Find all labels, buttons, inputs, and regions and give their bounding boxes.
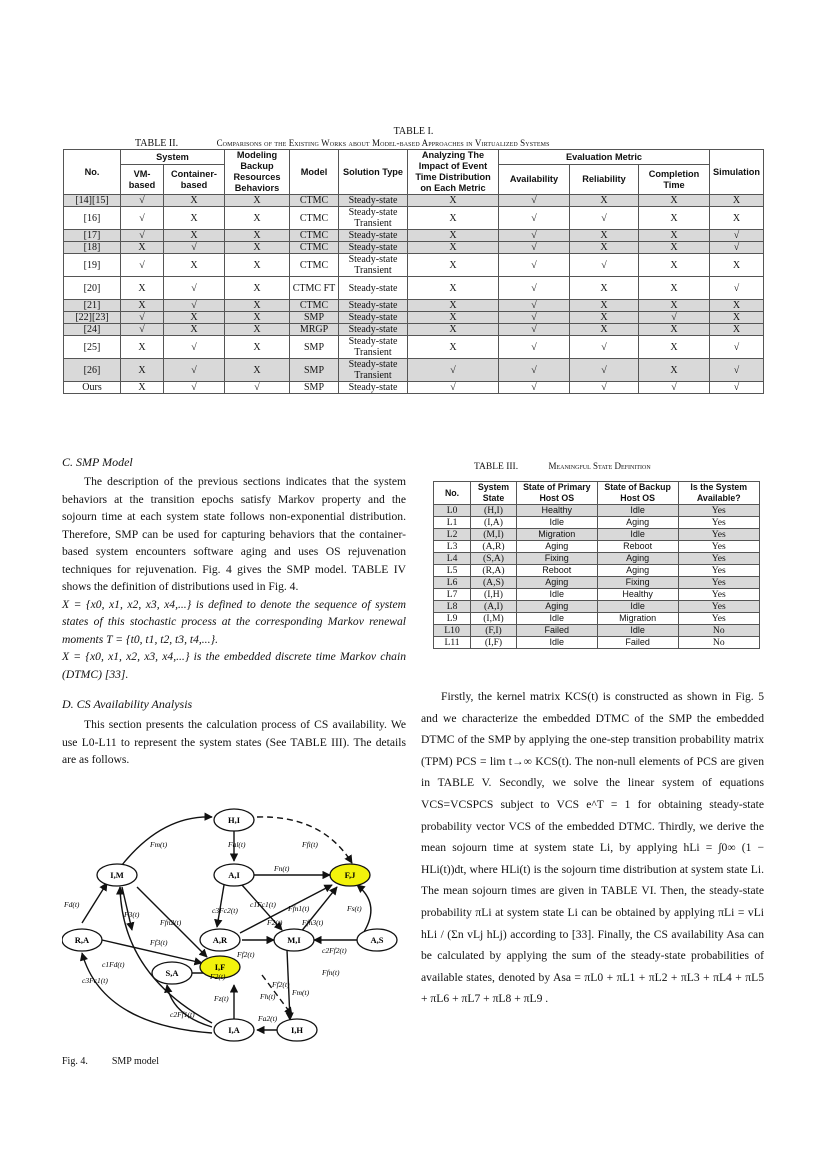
table-cell: X	[164, 230, 225, 242]
right-body	[421, 686, 764, 1010]
table-cell: √	[499, 336, 570, 359]
table-cell: √	[225, 382, 290, 394]
table-cell: Failed	[597, 637, 678, 649]
node-label: F,J	[344, 870, 356, 880]
edge-label: Fal(t)	[228, 840, 246, 849]
table-cell: L6	[434, 577, 471, 589]
col-availability: Availability	[499, 165, 570, 195]
table-cell: [24]	[64, 324, 121, 336]
table-cell: Idle	[597, 601, 678, 613]
table-cell: (M,I)	[471, 529, 517, 541]
table-cell: X	[570, 300, 639, 312]
node-label: I,H	[290, 1025, 304, 1035]
table-cell: Failed	[516, 625, 597, 637]
table-cell: X	[164, 195, 225, 207]
table-cell: √	[639, 312, 710, 324]
section-c-p3: X = {x0, x1, x2, x3, x4,...} is the embedded discrete time Markov chain (DTMC) [33].	[62, 650, 406, 681]
table-cell: CTMC	[290, 207, 339, 230]
table-cell: √	[164, 359, 225, 382]
table3-label: TABLE III.	[474, 462, 519, 472]
table-cell: No	[678, 637, 759, 649]
table-cell: L9	[434, 613, 471, 625]
table-cell: Steady-state Transient	[339, 359, 408, 382]
table-cell: Yes	[678, 601, 759, 613]
table-cell: Steady-state	[339, 230, 408, 242]
table-cell: X	[164, 254, 225, 277]
node-label: I,A	[228, 1025, 240, 1035]
table-row	[434, 517, 760, 529]
table3-title: Meaningful State Definition	[548, 461, 651, 471]
table-cell: (I,M)	[471, 613, 517, 625]
edge-label: c3Fc2(t)	[212, 906, 238, 915]
edge-label: F2(t)	[210, 972, 226, 981]
table-cell: X	[225, 195, 290, 207]
table-cell: CTMC	[290, 254, 339, 277]
table-cell: √	[570, 336, 639, 359]
table-cell: √	[499, 242, 570, 254]
table3-caption	[474, 461, 651, 472]
table-cell: Aging	[516, 541, 597, 553]
table-cell: √	[408, 359, 499, 382]
table-row	[64, 382, 764, 394]
table-cell: √	[121, 254, 164, 277]
table-cell: √	[639, 382, 710, 394]
table-cell: X	[570, 324, 639, 336]
figure-caption	[62, 1056, 159, 1067]
table-cell: CTMC	[290, 300, 339, 312]
table-cell: √	[121, 312, 164, 324]
table-cell: (S,A)	[471, 553, 517, 565]
table-cell: √	[121, 195, 164, 207]
table-cell: L0	[434, 505, 471, 517]
edge-label: c2Ff1(t)	[170, 1010, 195, 1019]
table-cell: Migration	[597, 613, 678, 625]
node-label: I,M	[110, 870, 124, 880]
table-row	[64, 359, 764, 382]
table-cell: No	[678, 625, 759, 637]
table-cell: X	[710, 207, 764, 230]
node-label: A,S	[370, 935, 384, 945]
table-cell: L3	[434, 541, 471, 553]
table-cell: Aging	[516, 601, 597, 613]
table-cell: X	[408, 254, 499, 277]
table-cell: Fixing	[516, 553, 597, 565]
table-cell: X	[121, 359, 164, 382]
right-p1: Firstly, the kernel matrix KCS(t) is constructed as shown in Fig. 5 and we characterize the embedded DTMC of the SMP the embedded DTMC of the SMP by applying the one-step transition probability matrix (TPM) PCS = lim t→∞ KCS(t). The non-null elements of PCS are given in TABLE V. Secondly, we solve the linear system of equations VCS=VCSPCS subject to VCS e^T = 1 for obtaining steady-state probability vector VCS of the embedded DTMC. Thirdly, we derive the mean sojourn time at system state Li, by applying hLi = ∫0∞ (1 − HLi(t))dt, where HLi(t) is the sojourn time distribution at system state Li. The mean sojourn times are given in TABLE VI. Then, the steady-state probability πLi at system state Li can be obtained by applying πLi = vLi hLi / (Σn vLj hLj) according to [33]. Finally, the CS availability Asa can be calculated by applying the sum of the steady-state probabilities of available states, denoted by Asa = πL0 + πL1 + πL2 + πL3 + πL4 + πL5 + πL6 + πL7 + πL8 + πL9 .	[421, 690, 764, 1006]
col-analyzing: Analyzing The Impact of Event Time Distribution on Each Metric	[408, 150, 499, 195]
table-cell: L5	[434, 565, 471, 577]
table-cell: X	[225, 336, 290, 359]
table-cell: (R,A)	[471, 565, 517, 577]
table-cell: (A,R)	[471, 541, 517, 553]
table-cell: X	[710, 312, 764, 324]
table-cell: Yes	[678, 565, 759, 577]
table-cell: X	[225, 359, 290, 382]
table-cell: CTMC	[290, 195, 339, 207]
table-cell: X	[710, 300, 764, 312]
table3-header: System State	[471, 482, 517, 505]
table-cell: X	[570, 312, 639, 324]
table-row	[64, 277, 764, 300]
edge-label: Ffi(t)	[302, 840, 318, 849]
edge-label: Ffn1(t)	[288, 904, 310, 913]
table-cell: X	[225, 254, 290, 277]
edge-ia-sa	[167, 985, 212, 1027]
table-cell: X	[408, 312, 499, 324]
table-cell: Steady-state	[339, 242, 408, 254]
table-cell: X	[408, 324, 499, 336]
table2-title: Comparisons of the Existing Works about Model-based Approaches in Virtualized Systems	[216, 138, 550, 148]
section-c-heading: C. SMP Model	[62, 455, 133, 469]
table-cell: Steady-state Transient	[339, 254, 408, 277]
section-c-p2: X = {x0, x1, x2, x3, x4,...} is defined to denote the sequence of system states of this stochastic process at the corresponding Markov renewal moments T = {t0, t1, t2, t3, t4,...}.	[62, 597, 406, 646]
edge-label: Ff2(t)	[272, 980, 290, 989]
table-cell: Reboot	[516, 565, 597, 577]
table-cell: Yes	[678, 541, 759, 553]
table-cell: X	[121, 382, 164, 394]
table-cell: SMP	[290, 382, 339, 394]
table-cell: √	[499, 324, 570, 336]
table-row	[434, 553, 760, 565]
node-label: A,R	[212, 935, 228, 945]
table-cell: SMP	[290, 336, 339, 359]
table-cell: [22][23]	[64, 312, 121, 324]
edge-label: Fs(t)	[347, 904, 362, 913]
table-cell: (H,I)	[471, 505, 517, 517]
edge-label: c1Fc1(t)	[250, 900, 276, 909]
table1-caption: TABLE I.	[393, 126, 434, 137]
table-cell: [17]	[64, 230, 121, 242]
node-label: M,I	[287, 935, 301, 945]
table-cell: √	[499, 312, 570, 324]
node-label: I,F	[214, 962, 226, 972]
table-cell: MRGP	[290, 324, 339, 336]
table-cell: √	[570, 382, 639, 394]
table-cell: X	[570, 195, 639, 207]
table-row	[64, 254, 764, 277]
table-cell: √	[710, 230, 764, 242]
table-cell: L2	[434, 529, 471, 541]
table-row	[64, 207, 764, 230]
table-cell: [19]	[64, 254, 121, 277]
table-cell: Aging	[516, 577, 597, 589]
edge-label: Ffn(t)	[322, 968, 340, 977]
table-cell: X	[710, 195, 764, 207]
table-row	[434, 577, 760, 589]
table-cell: Aging	[597, 553, 678, 565]
table-row	[64, 336, 764, 359]
table-row	[434, 637, 760, 649]
col-completion: Completion Time	[639, 165, 710, 195]
section-d-body	[62, 716, 406, 769]
col-system: System	[121, 150, 225, 165]
edge-label: Ffn3(t)	[302, 918, 324, 927]
table-cell: √	[570, 207, 639, 230]
table-row	[64, 242, 764, 254]
table-cell: √	[499, 230, 570, 242]
table-cell: Idle	[597, 505, 678, 517]
table-row	[64, 324, 764, 336]
table-cell: Idle	[597, 529, 678, 541]
section-c-body	[62, 473, 406, 683]
table-cell: X	[408, 230, 499, 242]
table-cell: X	[164, 324, 225, 336]
col-solution: Solution Type	[339, 150, 408, 195]
figure-caption-text: SMP model	[111, 1056, 159, 1067]
table-row	[64, 195, 764, 207]
table-cell: X	[639, 195, 710, 207]
table-cell: √	[710, 277, 764, 300]
table-row	[434, 541, 760, 553]
node-label: R,A	[74, 935, 90, 945]
col-vm: VM-based	[121, 165, 164, 195]
table-cell: Healthy	[516, 505, 597, 517]
table-cell: Yes	[678, 517, 759, 529]
edge-ra-im	[82, 883, 107, 923]
table-cell: √	[570, 359, 639, 382]
table-cell: Steady-state Transient	[339, 207, 408, 230]
table-cell: Healthy	[597, 589, 678, 601]
table2-label: TABLE II.	[135, 138, 179, 149]
table-cell: [20]	[64, 277, 121, 300]
table-cell: Yes	[678, 589, 759, 601]
table-cell: X	[408, 207, 499, 230]
table-cell: Steady-state Transient	[339, 336, 408, 359]
table-cell: L7	[434, 589, 471, 601]
table-cell: √	[164, 382, 225, 394]
node-label: S,A	[165, 968, 179, 978]
table-row	[64, 300, 764, 312]
table-cell: √	[499, 359, 570, 382]
table-cell: Yes	[678, 529, 759, 541]
table-cell: X	[225, 207, 290, 230]
table-cell: X	[570, 242, 639, 254]
table-cell: X	[639, 207, 710, 230]
table3-header: No.	[434, 482, 471, 505]
figure-caption-label: Fig. 4.	[62, 1056, 88, 1067]
edge-label: c1Fd(t)	[102, 960, 125, 969]
table-cell: X	[408, 300, 499, 312]
table-row	[434, 613, 760, 625]
table-cell: X	[639, 300, 710, 312]
edge-label: Fa2(t)	[258, 1014, 278, 1023]
table-cell: √	[499, 254, 570, 277]
table-cell: L10	[434, 625, 471, 637]
table-cell: X	[639, 254, 710, 277]
table-cell: [18]	[64, 242, 121, 254]
table-cell: X	[225, 312, 290, 324]
table-cell: (I,A)	[471, 517, 517, 529]
table-cell: Steady-state	[339, 324, 408, 336]
table-cell: X	[639, 277, 710, 300]
table-row	[434, 601, 760, 613]
table-cell: Idle	[516, 613, 597, 625]
table-cell: L11	[434, 637, 471, 649]
table-cell: Fixing	[597, 577, 678, 589]
table-cell: [16]	[64, 207, 121, 230]
table-cell: √	[164, 336, 225, 359]
node-label: A,I	[228, 870, 240, 880]
col-no: No.	[64, 150, 121, 195]
table-cell: X	[225, 300, 290, 312]
table3-header: State of Primary Host OS	[516, 482, 597, 505]
table-cell: √	[408, 382, 499, 394]
table-cell: X	[225, 230, 290, 242]
table-cell: X	[408, 242, 499, 254]
table-cell: CTMC	[290, 230, 339, 242]
table-cell: X	[408, 336, 499, 359]
table-cell: Steady-state	[339, 300, 408, 312]
col-container: Container-based	[164, 165, 225, 195]
table-cell: X	[639, 324, 710, 336]
table-cell: Aging	[597, 517, 678, 529]
table-cell: Steady-state	[339, 382, 408, 394]
table-cell: X	[121, 300, 164, 312]
table-cell: Idle	[516, 517, 597, 529]
edge-label: Fm(t)	[150, 840, 168, 849]
table-cell: SMP	[290, 359, 339, 382]
table-cell: Yes	[678, 505, 759, 517]
edge-label: Fm(t)	[292, 988, 310, 997]
edge-label: Ffn2(t)	[160, 918, 182, 927]
table-cell: X	[639, 230, 710, 242]
table-cell: Steady-state	[339, 195, 408, 207]
table-cell: √	[570, 254, 639, 277]
table-cell: √	[499, 382, 570, 394]
table-cell: [21]	[64, 300, 121, 312]
table-cell: X	[225, 324, 290, 336]
section-d-heading: D. CS Availability Analysis	[62, 697, 193, 711]
edge-im-ar	[122, 887, 132, 930]
table-cell: √	[164, 277, 225, 300]
table-cell: (I,H)	[471, 589, 517, 601]
table-cell: Yes	[678, 577, 759, 589]
table-cell: (I,F)	[471, 637, 517, 649]
table-cell: √	[164, 242, 225, 254]
table-cell: √	[499, 277, 570, 300]
table-cell: CTMC FT	[290, 277, 339, 300]
table-cell: √	[710, 242, 764, 254]
edge-label: c3Fc1(t)	[82, 976, 108, 985]
table-cell: (F,I)	[471, 625, 517, 637]
edge-label: F3(t)	[124, 910, 140, 919]
table-cell: Idle	[597, 625, 678, 637]
table2-caption	[135, 138, 550, 149]
table-cell: X	[121, 242, 164, 254]
table-cell: Yes	[678, 553, 759, 565]
table-cell: (A,S)	[471, 577, 517, 589]
table-cell: X	[639, 336, 710, 359]
table-cell: X	[225, 242, 290, 254]
table-cell: SMP	[290, 312, 339, 324]
table-cell: √	[164, 300, 225, 312]
table-cell: X	[164, 207, 225, 230]
table-cell: X	[121, 336, 164, 359]
col-model: Model	[290, 150, 339, 195]
table-cell: √	[121, 207, 164, 230]
edge-label: c2Ff2(t)	[322, 946, 347, 955]
table-cell: Aging	[597, 565, 678, 577]
table-cell: X	[710, 324, 764, 336]
table-cell: √	[710, 382, 764, 394]
table-cell: L1	[434, 517, 471, 529]
table-cell: Idle	[516, 589, 597, 601]
table-cell: √	[499, 195, 570, 207]
table-cell: X	[639, 359, 710, 382]
table-cell: √	[710, 336, 764, 359]
table-cell: L8	[434, 601, 471, 613]
table-cell: √	[121, 230, 164, 242]
table-cell: X	[710, 254, 764, 277]
col-modeling: Modeling Backup Resources Behaviors	[225, 150, 290, 195]
table-cell: L4	[434, 553, 471, 565]
col-eval: Evaluation Metric	[499, 150, 710, 165]
col-reliability: Reliability	[570, 165, 639, 195]
table-cell: CTMC	[290, 242, 339, 254]
table3-header: Is the System Available?	[678, 482, 759, 505]
edge-label: Ff2(t)	[237, 950, 255, 959]
edge-label: Fh(t)	[260, 992, 276, 1001]
table-cell: Steady-state	[339, 312, 408, 324]
state-definition-table	[433, 481, 760, 649]
table-cell: X	[408, 277, 499, 300]
table-row	[434, 589, 760, 601]
table-cell: √	[499, 207, 570, 230]
table-row	[434, 625, 760, 637]
table-cell: Yes	[678, 613, 759, 625]
table-row	[434, 505, 760, 517]
edge-label: Ff3(t)	[150, 938, 168, 947]
table-cell: [25]	[64, 336, 121, 359]
table3-header: State of Backup Host OS	[597, 482, 678, 505]
table-cell: X	[570, 230, 639, 242]
table-row	[64, 230, 764, 242]
edge-label: Fd(t)	[64, 900, 80, 909]
section-c-p1: The description of the previous sections indicates that the system behaviors at the transition epochs satisfy Markov property and the sojourn time at each system state follows non-exponential distribution. Therefore, SMP can be used for capturing behaviors that the container-based system encounters software aging and uses OS rejuvenation techniques for rejuvenation. Fig. 4 gives the SMP model. TABLE IV shows the definition of distributions used in Fig. 4.	[62, 475, 406, 593]
table-cell: √	[121, 324, 164, 336]
table-cell: X	[121, 277, 164, 300]
table-row	[434, 529, 760, 541]
table-row	[434, 565, 760, 577]
table-cell: X	[570, 277, 639, 300]
table-cell: X	[408, 195, 499, 207]
table-cell: X	[164, 312, 225, 324]
table-cell: [26]	[64, 359, 121, 382]
edge-label: Fz(t)	[214, 994, 229, 1003]
edge-label: F2(t)	[267, 918, 283, 927]
table-row	[64, 312, 764, 324]
table-cell: [14][15]	[64, 195, 121, 207]
table-cell: Migration	[516, 529, 597, 541]
col-simulation: Simulation	[710, 150, 764, 195]
comparison-table	[63, 149, 764, 394]
table-cell: (A,I)	[471, 601, 517, 613]
table-cell: Reboot	[597, 541, 678, 553]
table-cell: X	[225, 277, 290, 300]
table-cell: √	[499, 300, 570, 312]
smp-model-figure	[62, 795, 402, 1045]
table-cell: √	[710, 359, 764, 382]
section-d-p1: This section presents the calculation process of CS availability. We use L0-L11 to represent the system states (See TABLE III). The details are as follows.	[62, 718, 406, 766]
node-label: H,I	[227, 815, 241, 825]
table-cell: Ours	[64, 382, 121, 394]
table-cell: Steady-state	[339, 277, 408, 300]
edge-label: Fn(t)	[274, 864, 290, 873]
table-cell: Idle	[516, 637, 597, 649]
table-cell: X	[639, 242, 710, 254]
